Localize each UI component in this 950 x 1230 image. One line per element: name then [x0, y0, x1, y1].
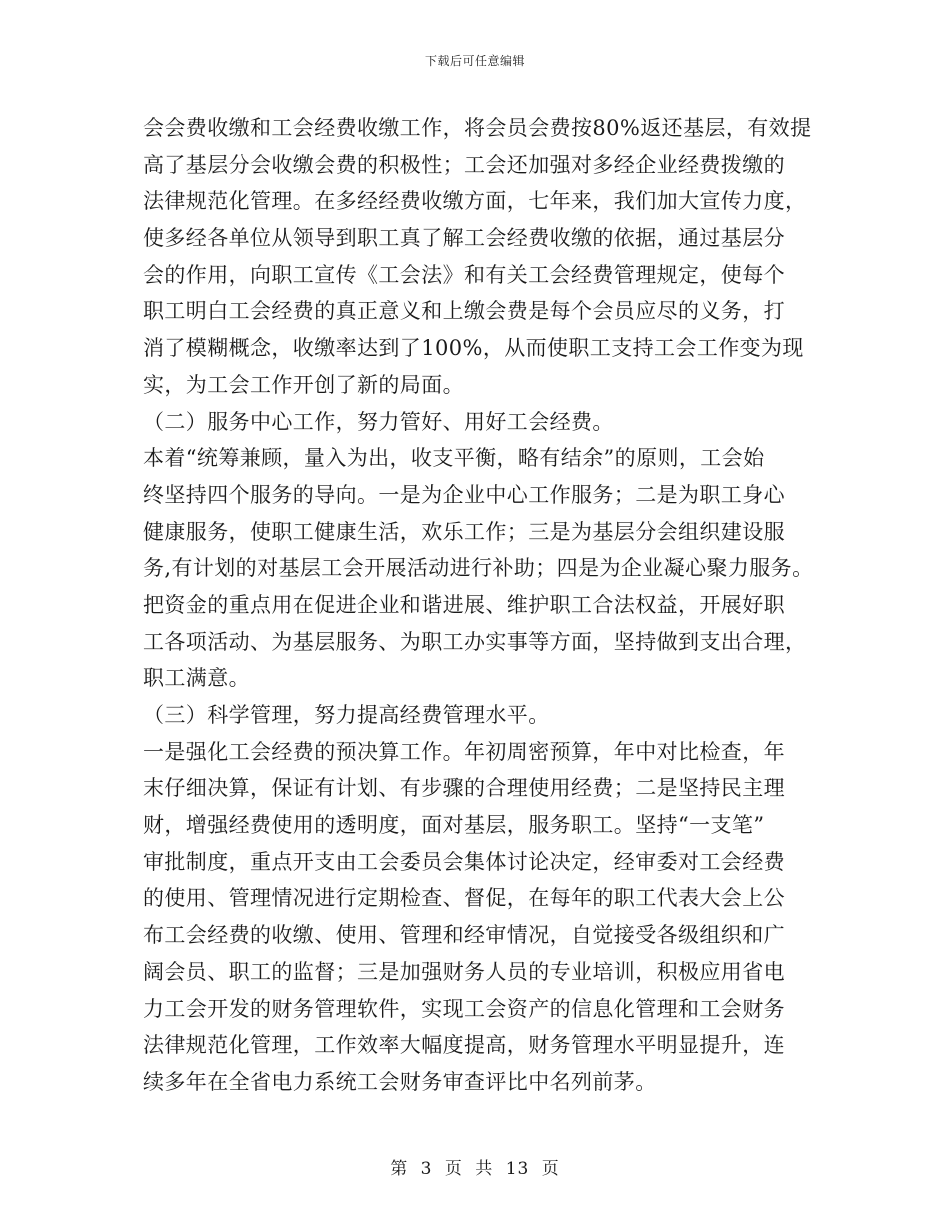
- text-line: 法律规范化管理。在多经经费收缴方面，七年来，我们加大宣传力度，: [143, 189, 807, 214]
- text-line: 会的作用，向职工宣传《工会法》和有关工会经费管理规定，使每个: [143, 262, 785, 287]
- text-line: 布工会经费的收缴、使用、管理和经审情况，自觉接受各级组织和广: [143, 923, 785, 948]
- document-body: [143, 110, 815, 1101]
- text-line: 消了模糊概念，收缴率达到了100%，从而使职工支持工会工作变为现: [143, 336, 804, 361]
- section-heading: （三）科学管理，努力提高经费管理水平。: [143, 703, 550, 727]
- page-header: 下载后可任意编辑: [424, 54, 525, 68]
- text-line: 一是强化工会经费的预决算工作。年初周密预算，年中对比检查，年: [143, 739, 785, 764]
- text-line: 力工会开发的财务管理软件，实现工会资产的信息化管理和工会财务: [143, 996, 785, 1021]
- text-line: 会会费收缴和工会经费收缴工作，将会员会费按80%返还基层，有效提: [143, 116, 812, 140]
- text-line: 职工满意。: [143, 666, 250, 691]
- text-line: 工各项活动、为基层服务、为职工办实事等方面，坚持做到支出合理，: [143, 629, 807, 654]
- text-line: 末仔细决算，保证有计划、有步骤的合理使用经费；二是坚持民主理: [143, 776, 785, 801]
- text-line: 本着“统筹兼顾，量入为出，收支平衡，略有结余”的原则，工会始: [143, 446, 765, 471]
- text-line: 实，为工会工作开创了新的局面。: [143, 372, 464, 397]
- text-line: 法律规范化管理，工作效率大幅度提高，财务管理水平明显提升，连: [143, 1033, 785, 1058]
- text-line: 续多年在全省电力系统工会财务审查评比中名列前茅。: [143, 1069, 657, 1094]
- text-line: 审批制度，重点开支由工会委员会集体讨论决定，经审委对工会经费: [143, 849, 785, 874]
- text-line: 高了基层分会收缴会费的积极性；工会还加强对多经企业经费拨缴的: [143, 152, 785, 177]
- text-line: 终坚持四个服务的导向。一是为企业中心工作服务；二是为职工身心: [143, 482, 785, 507]
- text-line: 职工明白工会经费的真正意义和上缴会费是每个会员应尽的义务，打: [143, 299, 785, 324]
- page-number-footer: 第 3 页 共 13 页: [390, 1159, 560, 1179]
- text-line: 的使用、管理情况进行定期检查、督促，在每年的职工代表大会上公: [143, 886, 785, 911]
- text-line: 使多经各单位从领导到职工真了解工会经费收缴的依据，通过基层分: [143, 226, 785, 251]
- text-line: 财，增强经费使用的透明度，面对基层，服务职工。坚持“一支笔”: [143, 813, 765, 838]
- text-line: 务,有计划的对基层工会开展活动进行补助；四是为企业凝心聚力服务。: [143, 556, 814, 581]
- text-line: 把资金的重点用在促进企业和谐进展、维护职工合法权益，开展好职: [143, 592, 785, 617]
- text-line: 阔会员、职工的监督；三是加强财务人员的专业培训，积极应用省电: [143, 959, 785, 984]
- text-line: 健康服务，使职工健康生活，欢乐工作；三是为基层分会组织建设服: [143, 519, 785, 544]
- section-heading: （二）服务中心工作，努力管好、用好工会经费。: [143, 409, 614, 434]
